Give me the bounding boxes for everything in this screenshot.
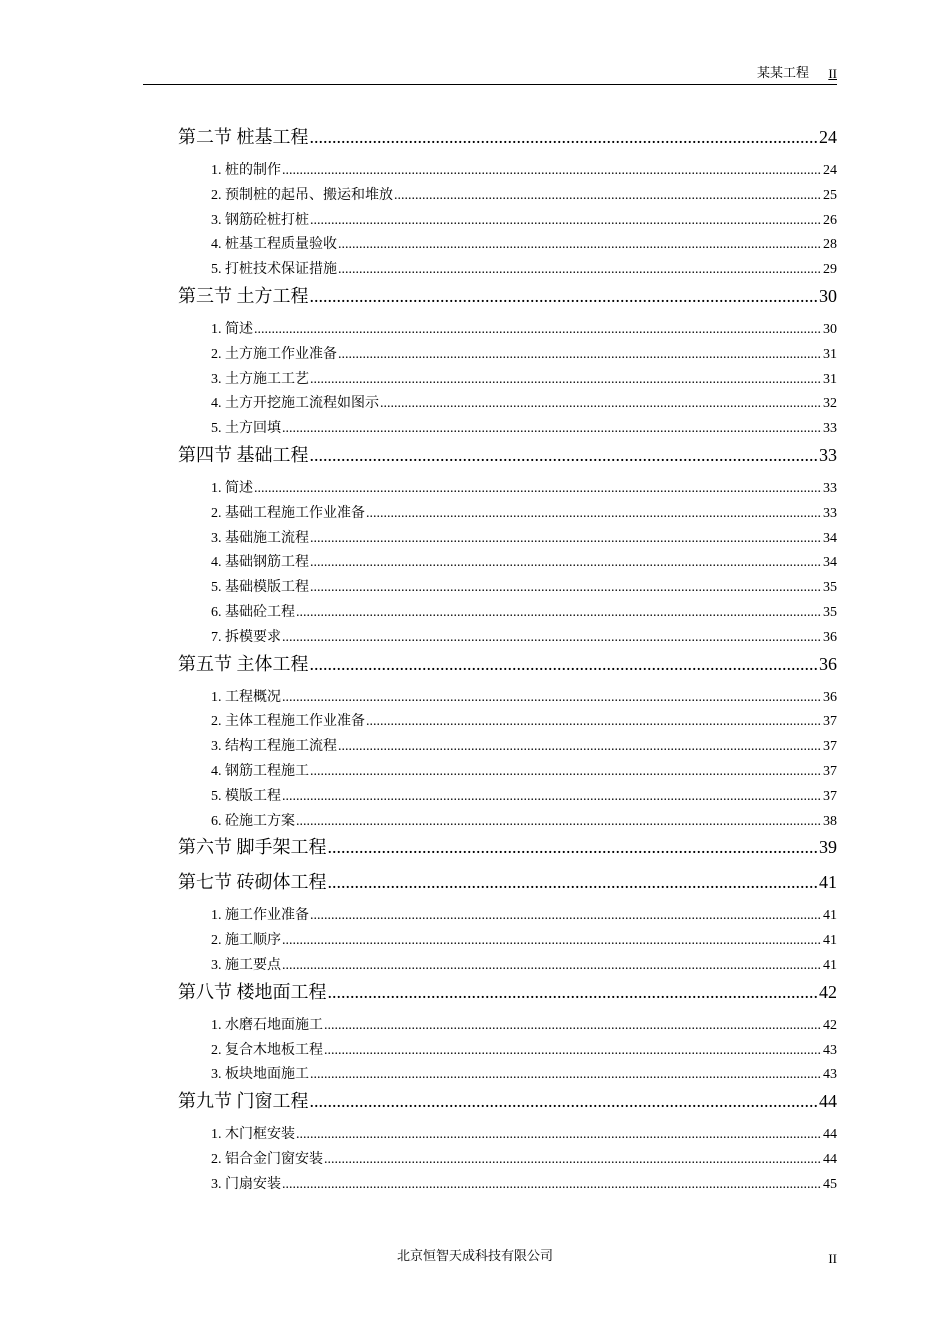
toc-entry-page-number: 38 xyxy=(823,813,837,829)
toc-item-entry[interactable] xyxy=(211,626,837,651)
toc-entry-label: 1. 水磨石地面施工 xyxy=(211,1017,323,1033)
toc-dot-leader xyxy=(310,442,819,468)
toc-dot-leader xyxy=(310,1063,822,1088)
toc-section-entry[interactable] xyxy=(178,651,837,677)
toc-entry-label: 5. 土方回填 xyxy=(211,421,281,437)
toc-dot-leader xyxy=(324,1148,822,1173)
footer-page-number: II xyxy=(828,1251,837,1266)
toc-dot-leader xyxy=(296,1123,822,1148)
toc-dot-leader xyxy=(310,1088,819,1114)
toc-item-entry[interactable] xyxy=(211,710,837,735)
toc-entry-label: 1. 木门框安装 xyxy=(211,1127,295,1143)
toc-entry-label: 4. 桩基工程质量验收 xyxy=(211,237,337,253)
toc-entry-label: 3. 施工要点 xyxy=(211,957,281,973)
toc-entry-page-number: 44 xyxy=(823,1127,837,1143)
toc-item-entry[interactable] xyxy=(211,954,837,979)
toc-entry-label: 6. 基础砼工程 xyxy=(211,604,295,620)
toc-dot-leader xyxy=(324,1014,822,1039)
toc-entry-label: 5. 基础模版工程 xyxy=(211,580,309,596)
toc-dot-leader xyxy=(324,1039,822,1064)
toc-entry-label: 3. 结构工程施工流程 xyxy=(211,739,337,755)
toc-item-entry[interactable] xyxy=(211,417,837,442)
toc-entry-label: 4. 基础钢筋工程 xyxy=(211,555,309,571)
toc-entry-label: 第四节 基础工程 xyxy=(178,444,309,465)
toc-item-entry[interactable] xyxy=(211,1014,837,1039)
toc-section-entry[interactable] xyxy=(178,124,837,150)
toc-entry-page-number: 41 xyxy=(823,957,837,973)
toc-item-entry[interactable] xyxy=(211,551,837,576)
toc-item-entry[interactable] xyxy=(211,527,837,552)
toc-section-entry[interactable] xyxy=(178,442,837,468)
toc-item-entry[interactable] xyxy=(211,258,837,283)
toc-entry-label: 4. 土方开挖施工流程如图示 xyxy=(211,396,379,412)
toc-entry-page-number: 34 xyxy=(823,555,837,571)
toc-entry-page-number: 25 xyxy=(823,187,837,203)
toc-entry-page-number: 26 xyxy=(823,212,837,228)
toc-dot-leader xyxy=(310,904,822,929)
toc-dot-leader xyxy=(310,368,822,393)
toc-dot-leader xyxy=(328,834,819,860)
toc-entry-label: 4. 钢筋工程施工 xyxy=(211,763,309,779)
toc-entry-label: 第九节 门窗工程 xyxy=(178,1091,309,1112)
toc-entry-page-number: 24 xyxy=(823,163,837,178)
toc-item-entry[interactable] xyxy=(211,233,837,258)
toc-section-entry[interactable] xyxy=(178,283,837,309)
toc-entry-label: 第五节 主体工程 xyxy=(178,653,309,674)
toc-entry-page-number: 30 xyxy=(823,321,837,337)
toc-dot-leader xyxy=(282,686,822,711)
toc-item-entry[interactable] xyxy=(211,686,837,711)
toc-entry-label: 3. 基础施工流程 xyxy=(211,530,309,546)
toc-dot-leader xyxy=(282,159,822,184)
toc-entry-page-number: 33 xyxy=(819,444,837,465)
toc-entry-label: 3. 土方施工工艺 xyxy=(211,371,309,387)
toc-entry-page-number: 43 xyxy=(823,1067,837,1083)
toc-entry-label: 7. 拆模要求 xyxy=(211,629,281,645)
toc-item-entry[interactable] xyxy=(211,1123,837,1148)
toc-item-entry[interactable] xyxy=(211,1039,837,1064)
toc-dot-leader xyxy=(394,184,822,209)
toc-dot-leader xyxy=(282,417,822,442)
toc-dot-leader xyxy=(282,785,822,810)
toc-entry-label: 第三节 土方工程 xyxy=(178,285,309,306)
toc-dot-leader xyxy=(282,954,822,979)
toc-item-entry[interactable] xyxy=(211,785,837,810)
toc-dot-leader xyxy=(310,124,819,150)
toc-dot-leader xyxy=(310,651,819,677)
toc-entry-page-number: 30 xyxy=(819,285,837,306)
toc-entry-label: 1. 工程概况 xyxy=(211,689,281,705)
toc-entry-label: 2. 复合木地板工程 xyxy=(211,1042,323,1058)
toc-entry-page-number: 39 xyxy=(819,837,837,858)
toc-dot-leader xyxy=(338,735,822,760)
toc-entry-label: 1. 简述 xyxy=(211,321,253,337)
toc-item-entry[interactable] xyxy=(211,601,837,626)
toc-entry-page-number: 33 xyxy=(823,480,837,496)
toc-item-entry[interactable] xyxy=(211,1173,837,1198)
toc-section-entry[interactable] xyxy=(178,869,837,895)
toc-item-entry[interactable] xyxy=(211,929,837,954)
toc-entry-label: 2. 铝合金门窗安装 xyxy=(211,1151,323,1167)
toc-item-entry[interactable] xyxy=(211,760,837,785)
toc-dot-leader xyxy=(310,209,822,234)
toc-entry-label: 1. 桩的制作 xyxy=(211,163,281,178)
toc-entry-page-number: 35 xyxy=(823,604,837,620)
toc-dot-leader xyxy=(254,318,822,343)
toc-item-entry[interactable] xyxy=(211,576,837,601)
toc-entry-page-number: 41 xyxy=(819,872,837,893)
toc-entry-label: 3. 门扇安装 xyxy=(211,1176,281,1192)
toc-entry-label: 5. 模版工程 xyxy=(211,788,281,804)
toc-entry-page-number: 37 xyxy=(823,739,837,755)
toc-entry-page-number: 28 xyxy=(823,237,837,253)
toc-entry-page-number: 31 xyxy=(823,346,837,362)
toc-entry-label: 1. 施工作业准备 xyxy=(211,908,309,924)
toc-item-entry[interactable] xyxy=(211,1148,837,1173)
toc-dot-leader xyxy=(310,551,822,576)
toc-entry-page-number: 31 xyxy=(823,371,837,387)
toc-item-entry[interactable] xyxy=(211,735,837,760)
toc-entry-page-number: 41 xyxy=(823,908,837,924)
toc-entry-page-number: 36 xyxy=(823,689,837,705)
toc-dot-leader xyxy=(328,979,819,1005)
toc-entry-page-number: 37 xyxy=(823,763,837,779)
toc-entry-label: 5. 打桩技术保证措施 xyxy=(211,262,337,278)
table-of-contents xyxy=(178,124,837,1198)
toc-entry-page-number: 43 xyxy=(823,1042,837,1058)
toc-dot-leader xyxy=(282,626,822,651)
toc-entry-page-number: 37 xyxy=(823,788,837,804)
toc-entry-page-number: 33 xyxy=(823,421,837,437)
footer-company: 北京恒智天成科技有限公司 xyxy=(396,1249,553,1264)
toc-entry-label: 6. 砼施工方案 xyxy=(211,813,295,829)
toc-entry-label: 2. 基础工程施工作业准备 xyxy=(211,505,365,521)
toc-item-entry[interactable] xyxy=(211,318,837,343)
toc-entry-label: 第八节 楼地面工程 xyxy=(178,981,327,1002)
toc-dot-leader xyxy=(338,343,822,368)
toc-entry-page-number: 33 xyxy=(823,505,837,521)
toc-dot-leader xyxy=(296,601,822,626)
toc-dot-leader xyxy=(282,1173,822,1198)
toc-dot-leader xyxy=(310,576,822,601)
toc-entry-label: 第六节 脚手架工程 xyxy=(178,837,327,858)
toc-entry-page-number: 42 xyxy=(819,981,837,1002)
toc-entry-page-number: 36 xyxy=(823,629,837,645)
toc-entry-page-number: 24 xyxy=(819,127,837,147)
toc-dot-leader xyxy=(380,392,822,417)
toc-entry-page-number: 36 xyxy=(819,653,837,674)
toc-dot-leader xyxy=(310,283,819,309)
toc-dot-leader xyxy=(338,258,822,283)
toc-entry-label: 3. 板块地面施工 xyxy=(211,1067,309,1083)
toc-dot-leader xyxy=(310,527,822,552)
toc-entry-page-number: 42 xyxy=(823,1017,837,1033)
toc-item-entry[interactable] xyxy=(211,209,837,234)
toc-entry-page-number: 45 xyxy=(823,1176,837,1192)
toc-dot-leader xyxy=(366,502,822,527)
toc-entry-page-number: 32 xyxy=(823,396,837,412)
header-page-number: II xyxy=(828,66,837,81)
toc-item-entry[interactable] xyxy=(211,1063,837,1088)
toc-item-entry[interactable] xyxy=(211,502,837,527)
toc-section-entry[interactable] xyxy=(178,979,837,1005)
toc-item-entry[interactable] xyxy=(211,343,837,368)
toc-section-entry[interactable] xyxy=(178,1088,837,1114)
toc-entry-page-number: 44 xyxy=(823,1151,837,1167)
toc-entry-label: 3. 钢筋砼桩打桩 xyxy=(211,212,309,228)
toc-dot-leader xyxy=(338,233,822,258)
toc-dot-leader xyxy=(296,810,822,835)
page-header xyxy=(143,66,837,85)
toc-entry-page-number: 41 xyxy=(823,933,837,949)
toc-dot-leader xyxy=(328,869,819,895)
toc-section-entry[interactable] xyxy=(178,834,837,860)
toc-entry-label: 1. 简述 xyxy=(211,480,253,496)
toc-item-entry[interactable] xyxy=(211,184,837,209)
toc-entry-page-number: 29 xyxy=(823,262,837,278)
toc-entry-label: 第二节 桩基工程 xyxy=(178,127,309,147)
toc-entry-label: 2. 主体工程施工作业准备 xyxy=(211,714,365,730)
toc-entry-page-number: 44 xyxy=(819,1091,837,1112)
header-title: 某某工程 xyxy=(756,66,809,81)
toc-entry-label: 2. 预制桩的起吊、搬运和堆放 xyxy=(211,187,393,203)
toc-entry-label: 2. 土方施工作业准备 xyxy=(211,346,337,362)
toc-item-entry[interactable] xyxy=(211,904,837,929)
toc-entry-label: 2. 施工顺序 xyxy=(211,933,281,949)
toc-item-entry[interactable] xyxy=(211,477,837,502)
toc-dot-leader xyxy=(254,477,822,502)
toc-dot-leader xyxy=(366,710,822,735)
toc-item-entry[interactable] xyxy=(211,159,837,184)
toc-entry-page-number: 37 xyxy=(823,714,837,730)
toc-item-entry[interactable] xyxy=(211,368,837,393)
toc-entry-page-number: 34 xyxy=(823,530,837,546)
toc-item-entry[interactable] xyxy=(211,810,837,835)
toc-dot-leader xyxy=(310,760,822,785)
toc-entry-page-number: 35 xyxy=(823,580,837,596)
toc-item-entry[interactable] xyxy=(211,392,837,417)
toc-dot-leader xyxy=(282,929,822,954)
toc-entry-label: 第七节 砖砌体工程 xyxy=(178,872,327,893)
